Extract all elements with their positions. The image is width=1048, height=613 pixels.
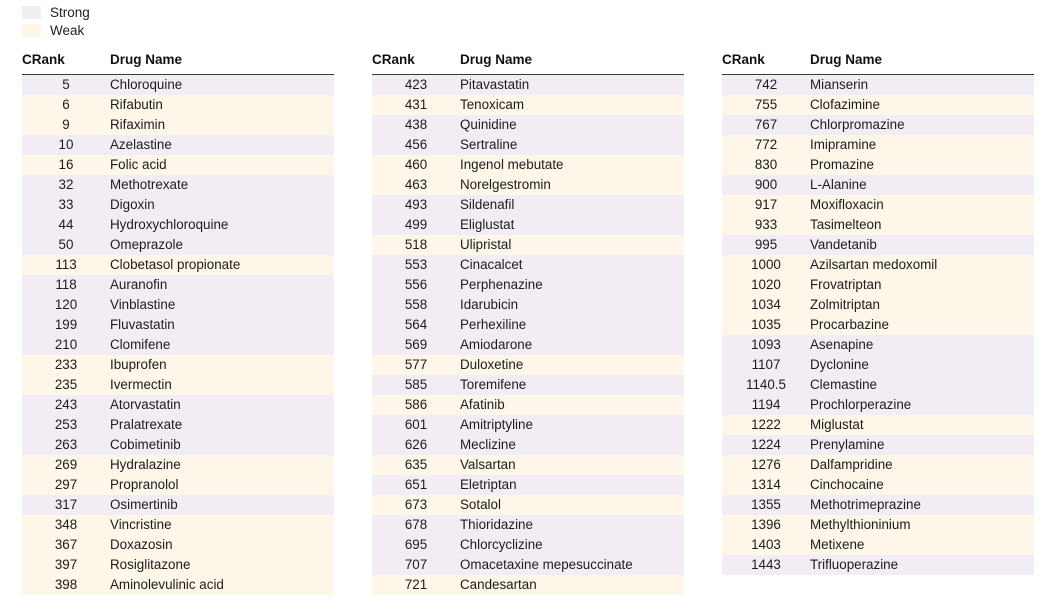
cell-drug-name: Candesartan <box>460 575 684 595</box>
cell-drug-name: Vincristine <box>110 515 334 535</box>
cell-crank: 33 <box>22 195 110 215</box>
cell-drug-name: Trifluoperazine <box>810 555 1034 575</box>
table-header-row <box>372 52 684 75</box>
cell-drug-name: Omacetaxine mepesuccinate <box>460 555 684 575</box>
cell-drug-name: Rifaximin <box>110 115 334 135</box>
table-row <box>372 195 684 215</box>
cell-crank: 493 <box>372 195 460 215</box>
cell-drug-name: Asenapine <box>810 335 1034 355</box>
cell-crank: 742 <box>722 75 810 96</box>
column-header-crank: CRank <box>722 52 810 75</box>
cell-drug-name: Rifabutin <box>110 95 334 115</box>
table-row <box>722 435 1034 455</box>
table-row <box>372 395 684 415</box>
table-row <box>22 395 334 415</box>
legend-swatch-weak <box>22 24 41 37</box>
cell-crank: 460 <box>372 155 460 175</box>
cell-drug-name: Clobetasol propionate <box>110 255 334 275</box>
cell-drug-name: Rosiglitazone <box>110 555 334 575</box>
cell-crank: 199 <box>22 315 110 335</box>
cell-drug-name: Methotrimeprazine <box>810 495 1034 515</box>
cell-crank: 651 <box>372 475 460 495</box>
cell-drug-name: Ingenol mebutate <box>460 155 684 175</box>
legend-item-weak <box>22 22 90 39</box>
cell-drug-name: Ibuprofen <box>110 355 334 375</box>
table-row <box>22 375 334 395</box>
cell-drug-name: Hydralazine <box>110 455 334 475</box>
column-header-crank: CRank <box>372 52 460 75</box>
cell-drug-name: Chloroquine <box>110 75 334 96</box>
drug-table-2 <box>372 52 684 595</box>
table-row <box>372 455 684 475</box>
cell-drug-name: Moxifloxacin <box>810 195 1034 215</box>
cell-drug-name: Sertraline <box>460 135 684 155</box>
cell-crank: 767 <box>722 115 810 135</box>
cell-crank: 553 <box>372 255 460 275</box>
table-row <box>722 135 1034 155</box>
cell-drug-name: Promazine <box>810 155 1034 175</box>
table-row <box>22 495 334 515</box>
cell-crank: 900 <box>722 175 810 195</box>
cell-crank: 243 <box>22 395 110 415</box>
cell-drug-name: Amiodarone <box>460 335 684 355</box>
cell-drug-name: Vinblastine <box>110 295 334 315</box>
table-body-2 <box>372 75 684 596</box>
table-row <box>722 475 1034 495</box>
table-row <box>722 415 1034 435</box>
cell-drug-name: Pitavastatin <box>460 75 684 96</box>
table-row <box>22 235 334 255</box>
cell-drug-name: Meclizine <box>460 435 684 455</box>
table-row <box>372 475 684 495</box>
cell-drug-name: Eliglustat <box>460 215 684 235</box>
cell-crank: 564 <box>372 315 460 335</box>
cell-crank: 317 <box>22 495 110 515</box>
cell-drug-name: Tenoxicam <box>460 95 684 115</box>
cell-crank: 1035 <box>722 315 810 335</box>
table-row <box>722 515 1034 535</box>
cell-drug-name: Frovatriptan <box>810 275 1034 295</box>
cell-drug-name: Dalfampridine <box>810 455 1034 475</box>
cell-drug-name: Atorvastatin <box>110 395 334 415</box>
table-row <box>22 295 334 315</box>
table-row <box>22 475 334 495</box>
cell-crank: 233 <box>22 355 110 375</box>
cell-drug-name: Methylthioninium <box>810 515 1034 535</box>
table-header-row <box>722 52 1034 75</box>
cell-drug-name: L-Alanine <box>810 175 1034 195</box>
cell-drug-name: Hydroxychloroquine <box>110 215 334 235</box>
cell-crank: 933 <box>722 215 810 235</box>
cell-crank: 569 <box>372 335 460 355</box>
legend <box>22 4 90 40</box>
cell-crank: 499 <box>372 215 460 235</box>
cell-drug-name: Thioridazine <box>460 515 684 535</box>
cell-drug-name: Fluvastatin <box>110 315 334 335</box>
table-row <box>722 75 1034 96</box>
legend-label-strong: Strong <box>50 5 90 20</box>
cell-drug-name: Amitriptyline <box>460 415 684 435</box>
table-row <box>372 435 684 455</box>
table-row <box>372 295 684 315</box>
cell-crank: 113 <box>22 255 110 275</box>
table-row <box>722 555 1034 575</box>
column-header-crank: CRank <box>22 52 110 75</box>
table-row <box>722 255 1034 275</box>
cell-drug-name: Propranolol <box>110 475 334 495</box>
table-row <box>22 175 334 195</box>
cell-drug-name: Methotrexate <box>110 175 334 195</box>
cell-drug-name: Clemastine <box>810 375 1034 395</box>
table-row <box>22 415 334 435</box>
legend-swatch-strong <box>22 6 41 19</box>
table-row <box>22 535 334 555</box>
cell-crank: 1222 <box>722 415 810 435</box>
cell-drug-name: Omeprazole <box>110 235 334 255</box>
table-row <box>722 375 1034 395</box>
table-row <box>22 155 334 175</box>
cell-drug-name: Afatinib <box>460 395 684 415</box>
cell-drug-name: Miglustat <box>810 415 1034 435</box>
cell-drug-name: Tasimelteon <box>810 215 1034 235</box>
cell-drug-name: Imipramine <box>810 135 1034 155</box>
table-row <box>372 495 684 515</box>
table-row <box>722 215 1034 235</box>
cell-drug-name: Auranofin <box>110 275 334 295</box>
table-row <box>722 355 1034 375</box>
table-row <box>22 315 334 335</box>
cell-crank: 556 <box>372 275 460 295</box>
cell-drug-name: Vandetanib <box>810 235 1034 255</box>
drug-table-column-1 <box>22 52 362 595</box>
table-row <box>22 335 334 355</box>
drug-table-3 <box>722 52 1034 575</box>
table-row <box>722 535 1034 555</box>
cell-drug-name: Perphenazine <box>460 275 684 295</box>
cell-drug-name: Ulipristal <box>460 235 684 255</box>
table-row <box>722 275 1034 295</box>
cell-crank: 678 <box>372 515 460 535</box>
cell-crank: 44 <box>22 215 110 235</box>
cell-crank: 10 <box>22 135 110 155</box>
cell-crank: 995 <box>722 235 810 255</box>
drug-table-column-2 <box>372 52 712 595</box>
cell-crank: 577 <box>372 355 460 375</box>
cell-crank: 1140.5 <box>722 375 810 395</box>
table-row <box>372 555 684 575</box>
cell-crank: 32 <box>22 175 110 195</box>
cell-drug-name: Sildenafil <box>460 195 684 215</box>
cell-crank: 1093 <box>722 335 810 355</box>
cell-crank: 1355 <box>722 495 810 515</box>
cell-crank: 438 <box>372 115 460 135</box>
cell-crank: 50 <box>22 235 110 255</box>
table-row <box>722 315 1034 335</box>
table-row <box>22 215 334 235</box>
cell-crank: 263 <box>22 435 110 455</box>
cell-crank: 695 <box>372 535 460 555</box>
table-row <box>22 75 334 96</box>
cell-drug-name: Clomifene <box>110 335 334 355</box>
cell-drug-name: Azelastine <box>110 135 334 155</box>
cell-crank: 586 <box>372 395 460 415</box>
cell-crank: 601 <box>372 415 460 435</box>
cell-crank: 721 <box>372 575 460 595</box>
cell-crank: 1034 <box>722 295 810 315</box>
table-row <box>22 555 334 575</box>
table-row <box>722 495 1034 515</box>
cell-drug-name: Zolmitriptan <box>810 295 1034 315</box>
table-row <box>372 255 684 275</box>
cell-drug-name: Osimertinib <box>110 495 334 515</box>
table-header-row <box>22 52 334 75</box>
cell-drug-name: Cobimetinib <box>110 435 334 455</box>
table-row <box>22 275 334 295</box>
cell-drug-name: Norelgestromin <box>460 175 684 195</box>
column-header-drug-name: Drug Name <box>460 52 684 75</box>
cell-crank: 253 <box>22 415 110 435</box>
cell-drug-name: Valsartan <box>460 455 684 475</box>
table-row <box>22 195 334 215</box>
cell-crank: 5 <box>22 75 110 96</box>
cell-crank: 1396 <box>722 515 810 535</box>
cell-crank: 16 <box>22 155 110 175</box>
table-row <box>372 355 684 375</box>
cell-crank: 1107 <box>722 355 810 375</box>
drug-table-columns <box>0 52 1048 595</box>
table-row <box>22 575 334 595</box>
cell-drug-name: Folic acid <box>110 155 334 175</box>
table-row <box>22 115 334 135</box>
cell-drug-name: Prochlorperazine <box>810 395 1034 415</box>
table-row <box>722 175 1034 195</box>
table-row <box>22 135 334 155</box>
cell-crank: 755 <box>722 95 810 115</box>
table-row <box>372 215 684 235</box>
table-row <box>722 195 1034 215</box>
cell-crank: 518 <box>372 235 460 255</box>
table-row <box>372 535 684 555</box>
drug-table-column-3 <box>722 52 1048 595</box>
cell-crank: 423 <box>372 75 460 96</box>
cell-crank: 772 <box>722 135 810 155</box>
cell-drug-name: Ivermectin <box>110 375 334 395</box>
table-row <box>372 515 684 535</box>
cell-drug-name: Doxazosin <box>110 535 334 555</box>
table-row <box>722 155 1034 175</box>
cell-crank: 1403 <box>722 535 810 555</box>
cell-crank: 1000 <box>722 255 810 275</box>
table-row <box>372 115 684 135</box>
cell-crank: 1194 <box>722 395 810 415</box>
cell-drug-name: Prenylamine <box>810 435 1034 455</box>
cell-drug-name: Pralatrexate <box>110 415 334 435</box>
table-row <box>22 255 334 275</box>
drug-table-1 <box>22 52 334 595</box>
legend-label-weak: Weak <box>50 23 85 38</box>
table-row <box>722 395 1034 415</box>
cell-crank: 9 <box>22 115 110 135</box>
cell-crank: 397 <box>22 555 110 575</box>
table-row <box>722 335 1034 355</box>
cell-crank: 1443 <box>722 555 810 575</box>
cell-drug-name: Chlorpromazine <box>810 115 1034 135</box>
cell-crank: 1314 <box>722 475 810 495</box>
cell-drug-name: Sotalol <box>460 495 684 515</box>
cell-drug-name: Cinacalcet <box>460 255 684 275</box>
table-row <box>372 95 684 115</box>
table-row <box>22 435 334 455</box>
table-row <box>372 175 684 195</box>
cell-crank: 673 <box>372 495 460 515</box>
table-row <box>722 95 1034 115</box>
cell-drug-name: Azilsartan medoxomil <box>810 255 1034 275</box>
cell-drug-name: Idarubicin <box>460 295 684 315</box>
cell-drug-name: Cinchocaine <box>810 475 1034 495</box>
cell-crank: 6 <box>22 95 110 115</box>
table-row <box>372 375 684 395</box>
cell-crank: 1276 <box>722 455 810 475</box>
table-row <box>722 115 1034 135</box>
cell-crank: 558 <box>372 295 460 315</box>
cell-drug-name: Aminolevulinic acid <box>110 575 334 595</box>
table-row <box>372 335 684 355</box>
table-row <box>22 95 334 115</box>
table-row <box>372 235 684 255</box>
table-row <box>372 275 684 295</box>
cell-crank: 235 <box>22 375 110 395</box>
table-row <box>722 295 1034 315</box>
cell-drug-name: Duloxetine <box>460 355 684 375</box>
cell-crank: 585 <box>372 375 460 395</box>
cell-drug-name: Metixene <box>810 535 1034 555</box>
cell-crank: 348 <box>22 515 110 535</box>
cell-crank: 367 <box>22 535 110 555</box>
cell-drug-name: Toremifene <box>460 375 684 395</box>
cell-crank: 431 <box>372 95 460 115</box>
cell-crank: 635 <box>372 455 460 475</box>
cell-crank: 118 <box>22 275 110 295</box>
column-header-drug-name: Drug Name <box>110 52 334 75</box>
table-row <box>372 315 684 335</box>
table-row <box>22 355 334 375</box>
cell-drug-name: Mianserin <box>810 75 1034 96</box>
cell-drug-name: Eletriptan <box>460 475 684 495</box>
table-row <box>22 455 334 475</box>
table-row <box>372 415 684 435</box>
table-row <box>372 135 684 155</box>
cell-drug-name: Digoxin <box>110 195 334 215</box>
cell-crank: 917 <box>722 195 810 215</box>
cell-crank: 297 <box>22 475 110 495</box>
cell-crank: 830 <box>722 155 810 175</box>
cell-drug-name: Chlorcyclizine <box>460 535 684 555</box>
cell-crank: 463 <box>372 175 460 195</box>
legend-item-strong <box>22 4 90 21</box>
cell-crank: 120 <box>22 295 110 315</box>
table-body-3 <box>722 75 1034 576</box>
cell-crank: 398 <box>22 575 110 595</box>
cell-drug-name: Dyclonine <box>810 355 1034 375</box>
cell-drug-name: Perhexiline <box>460 315 684 335</box>
cell-crank: 456 <box>372 135 460 155</box>
column-header-drug-name: Drug Name <box>810 52 1034 75</box>
table-body-1 <box>22 75 334 596</box>
cell-drug-name: Clofazimine <box>810 95 1034 115</box>
table-row <box>722 455 1034 475</box>
table-row <box>22 515 334 535</box>
table-row <box>372 575 684 595</box>
cell-drug-name: Quinidine <box>460 115 684 135</box>
cell-crank: 1020 <box>722 275 810 295</box>
cell-crank: 707 <box>372 555 460 575</box>
table-row <box>372 155 684 175</box>
table-row <box>722 235 1034 255</box>
cell-crank: 210 <box>22 335 110 355</box>
cell-crank: 626 <box>372 435 460 455</box>
cell-crank: 269 <box>22 455 110 475</box>
table-row <box>372 75 684 96</box>
cell-drug-name: Procarbazine <box>810 315 1034 335</box>
cell-crank: 1224 <box>722 435 810 455</box>
